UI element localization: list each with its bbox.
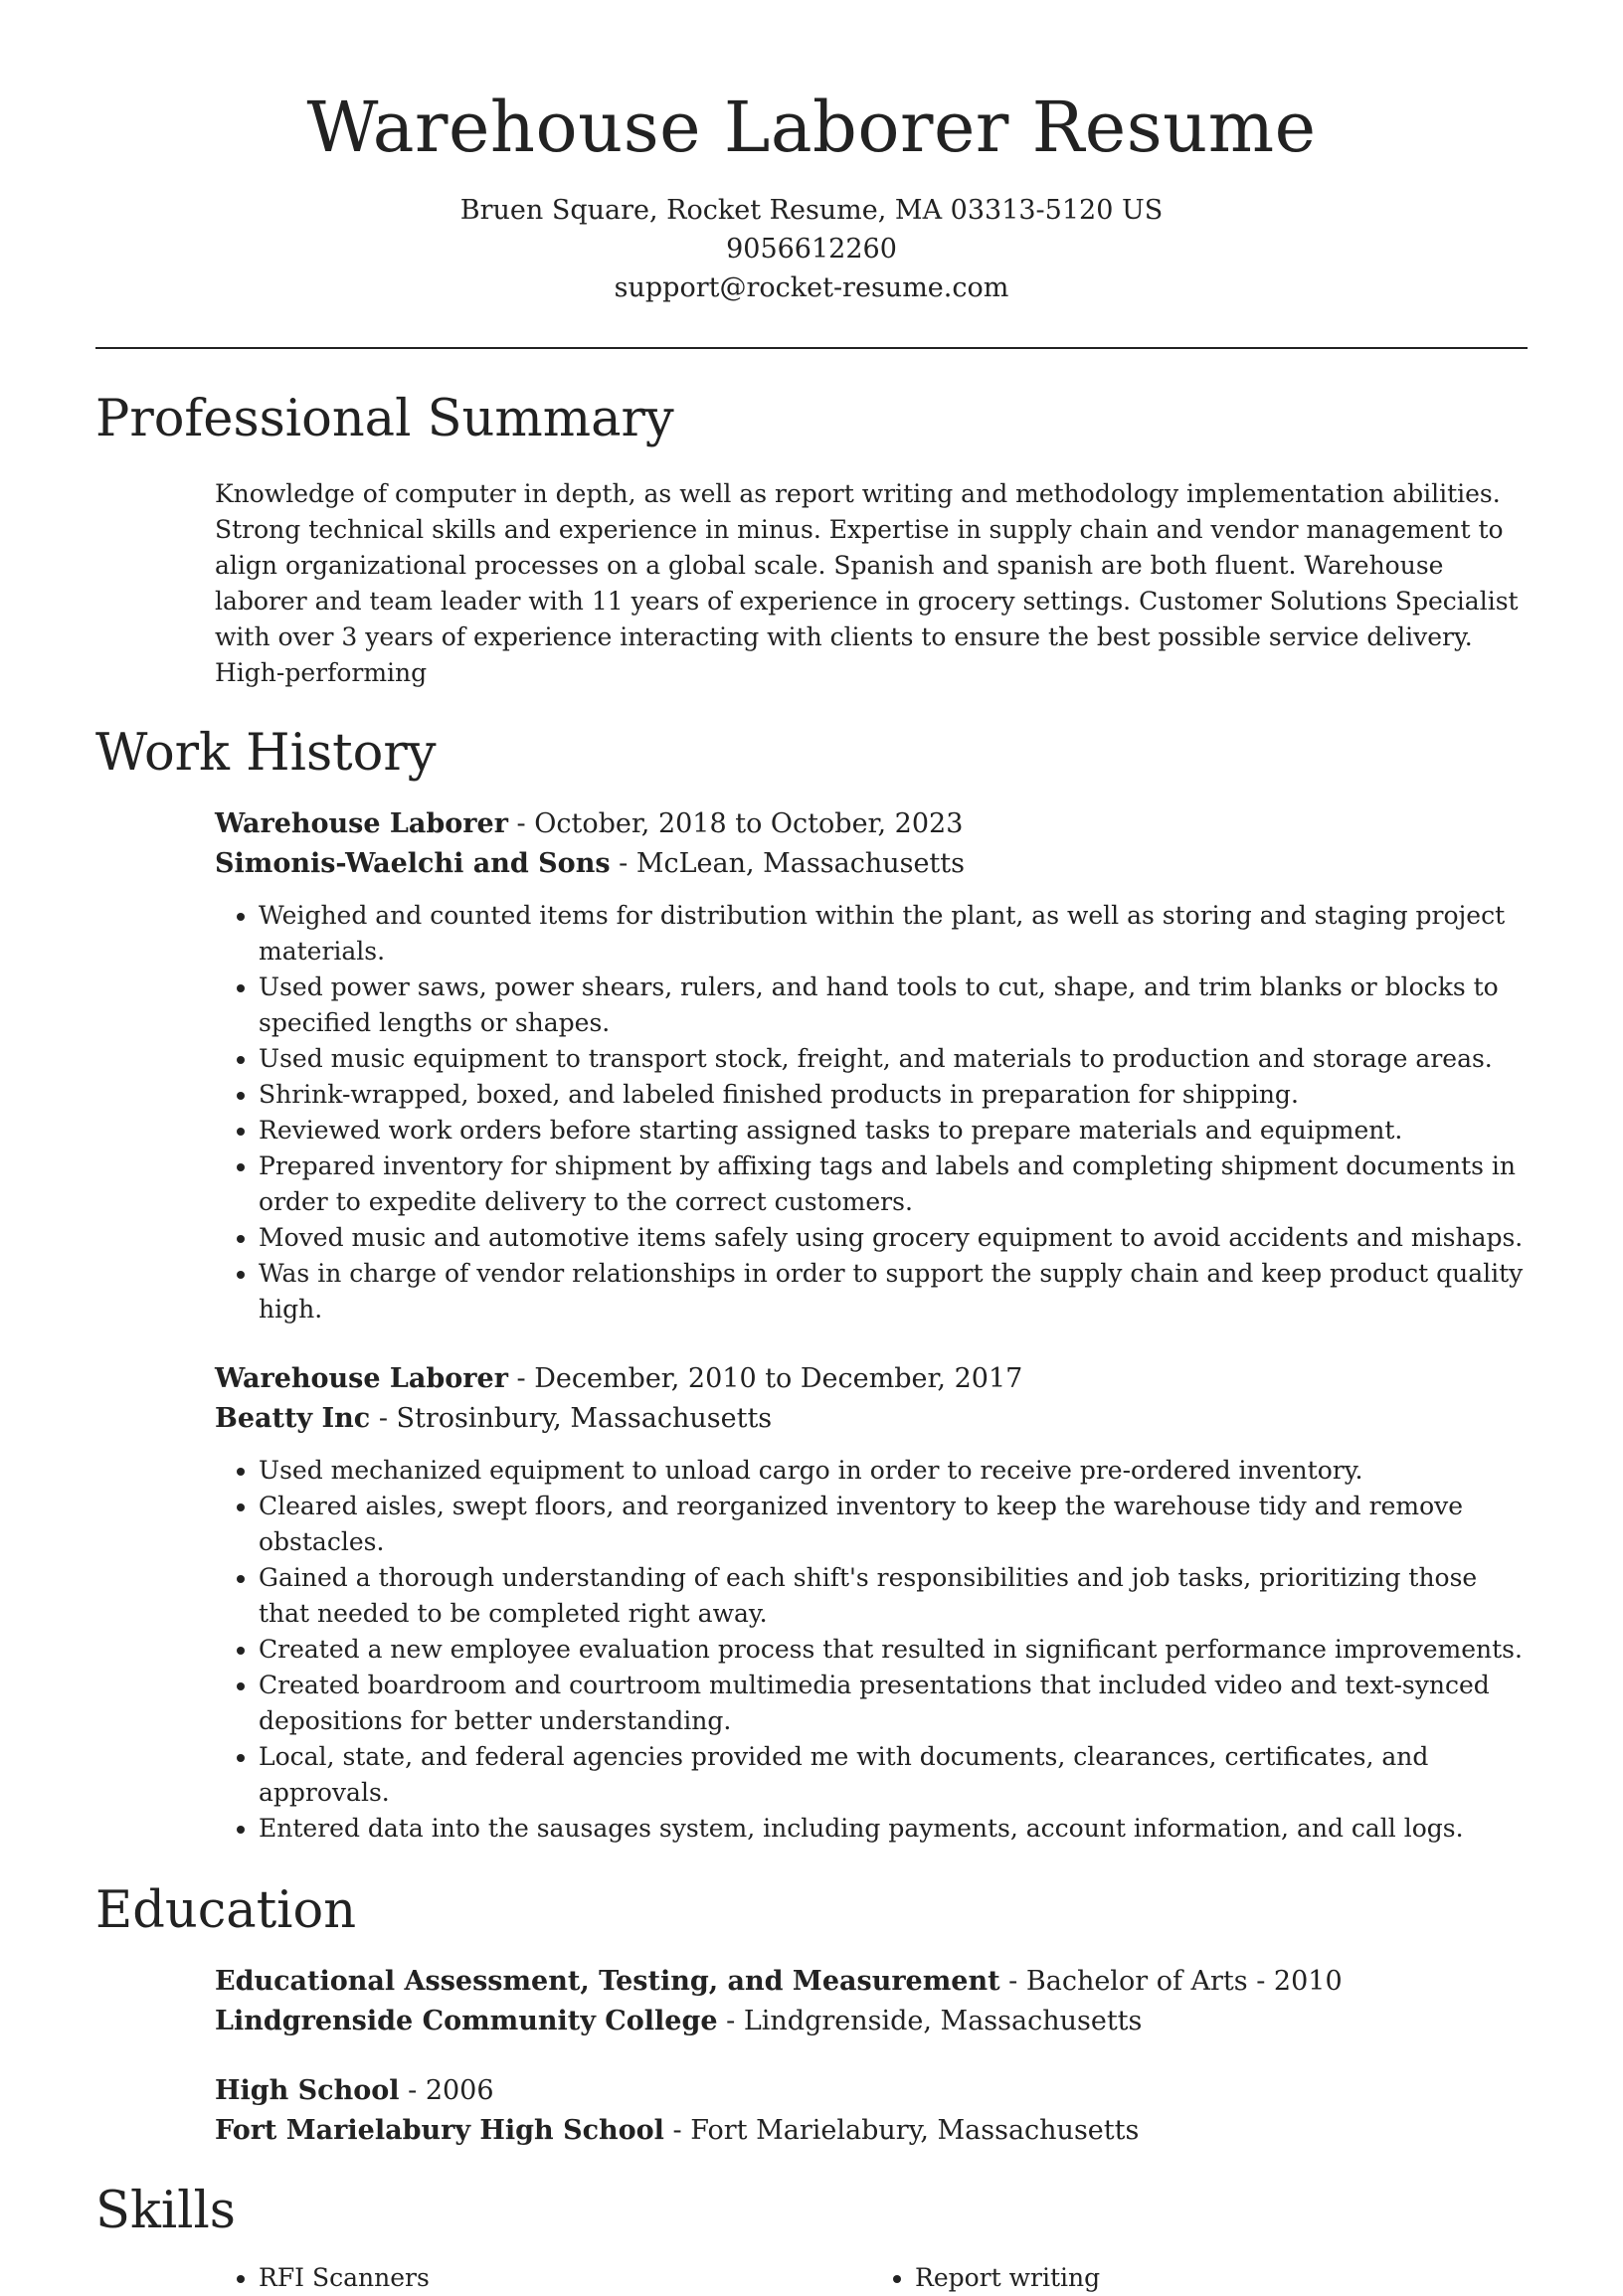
list-item: • Used power saws, power shears, rulers, and hand tools to cut, shape, and trim blanks or blocks to specified lengths or shapes. (259, 970, 1528, 1041)
list-item: • Shrink-wrapped, boxed, and labeled finished products in preparation for shipping. (259, 1077, 1528, 1113)
job-entry (215, 1359, 1528, 1847)
work-history-section (0, 719, 1623, 1847)
job-location: - Strosinbury, Massachusetts (370, 1403, 773, 1434)
summary-section (0, 385, 1623, 691)
list-item: • RFI Scanners (259, 2260, 871, 2296)
resume-title: Warehouse Laborer Resume (306, 87, 1317, 168)
job-company-line (215, 844, 1528, 884)
list-item: • Report writing (915, 2260, 1528, 2296)
education-degree: - Bachelor of Arts - 2010 (999, 1966, 1343, 1997)
list-item: • Gained a thorough understanding of each shift's responsibilities and job tasks, prioritizing those that needed to be completed right away. (259, 1560, 1528, 1632)
contact-email: support@rocket-resume.com (614, 272, 1009, 303)
education-heading: Education (95, 1881, 357, 1940)
list-item: • Reviewed work orders before starting assigned tasks to prepare materials and equipment. (259, 1113, 1528, 1148)
education-school: Lindgrenside Community College (215, 2006, 718, 2036)
job-location: - McLean, Massachusetts (610, 848, 965, 879)
header-divider (95, 347, 1528, 349)
contact-phone: 9056612260 (726, 234, 897, 265)
list-item: • Was in charge of vendor relationships in order to support the supply chain and keep product quality high. (259, 1256, 1528, 1327)
skills-section (0, 2177, 1623, 2296)
education-entry (215, 2071, 1528, 2151)
education-field: Educational Assessment, Testing, and Measurement (215, 1966, 1000, 1997)
education-school-line (215, 2002, 1528, 2041)
list-item: • Created boardroom and courtroom multimedia presentations that included video and text-synced depositions for better understanding. (259, 1668, 1528, 1739)
summary-heading: Professional Summary (95, 390, 674, 448)
list-item: • Local, state, and federal agencies provided me with documents, clearances, certificates, and approvals. (259, 1739, 1528, 1811)
contact-address: Bruen Square, Rocket Resume, MA 03313-5120 US (459, 195, 1164, 226)
education-entry (215, 1962, 1528, 2041)
job-dates: - October, 2018 to October, 2023 (507, 808, 964, 839)
list-item: • Weighed and counted items for distribution within the plant, as well as storing and staging project materials. (259, 898, 1528, 970)
job-company-line (215, 1399, 1528, 1439)
summary-text: Knowledge of computer in depth, as well as report writing and methodology implementation abilities. Strong technical skills and experience in minus. Expertise in supply chain and vendor management to align organizational processes on a global scale. Spanish and spanish are both fluent. Warehouse laborer and team leader with 11 years of experience in grocery settings. Customer Solutions Specialist with over 3 years of experience interacting with clients to ensure the best possible service delivery. High-performing (215, 479, 1519, 687)
skills-column-left (215, 2260, 871, 2296)
list-item: • Used music equipment to transport stock, freight, and materials to production and storage areas. (259, 1041, 1528, 1077)
job-duties-list (215, 898, 1528, 1327)
job-role: Warehouse Laborer (215, 808, 508, 839)
education-location: - Fort Marielabury, Massachusetts (663, 2115, 1140, 2146)
job-title-line (215, 1359, 1528, 1399)
job-duties-list (215, 1453, 1528, 1847)
education-field: High School (215, 2075, 400, 2106)
contact-info (0, 191, 1623, 307)
education-school: Fort Marielabury High School (215, 2115, 664, 2146)
job-company: Beatty Inc (215, 1403, 371, 1434)
skills-heading: Skills (95, 2182, 236, 2240)
list-item: • Entered data into the sausages system, including payments, account information, and call logs. (259, 1811, 1528, 1847)
education-school-line (215, 2111, 1528, 2151)
job-role: Warehouse Laborer (215, 1363, 508, 1394)
education-degree-line (215, 1962, 1528, 2002)
education-section (0, 1876, 1623, 2151)
job-title-line (215, 804, 1528, 844)
education-degree: - 2006 (399, 2075, 494, 2106)
list-item: • Prepared inventory for shipment by affixing tags and labels and completing shipment documents in order to expedite delivery to the correct customers. (259, 1148, 1528, 1220)
job-entry (215, 804, 1528, 1327)
list-item: • Used mechanized equipment to unload cargo in order to receive pre-ordered inventory. (259, 1453, 1528, 1489)
list-item: • Created a new employee evaluation process that resulted in significant performance improvements. (259, 1632, 1528, 1668)
job-company: Simonis-Waelchi and Sons (215, 848, 611, 879)
resume-header (0, 0, 1623, 307)
skills-column-right (871, 2260, 1528, 2296)
list-item: • Moved music and automotive items safely using grocery equipment to avoid accidents and mishaps. (259, 1220, 1528, 1256)
job-dates: - December, 2010 to December, 2017 (507, 1363, 1023, 1394)
work-history-heading: Work History (95, 724, 437, 783)
education-location: - Lindgrenside, Massachusetts (717, 2006, 1143, 2036)
education-degree-line (215, 2071, 1528, 2111)
list-item: • Cleared aisles, swept floors, and reorganized inventory to keep the warehouse tidy and remove obstacles. (259, 1489, 1528, 1560)
skills-grid (215, 2260, 1528, 2296)
